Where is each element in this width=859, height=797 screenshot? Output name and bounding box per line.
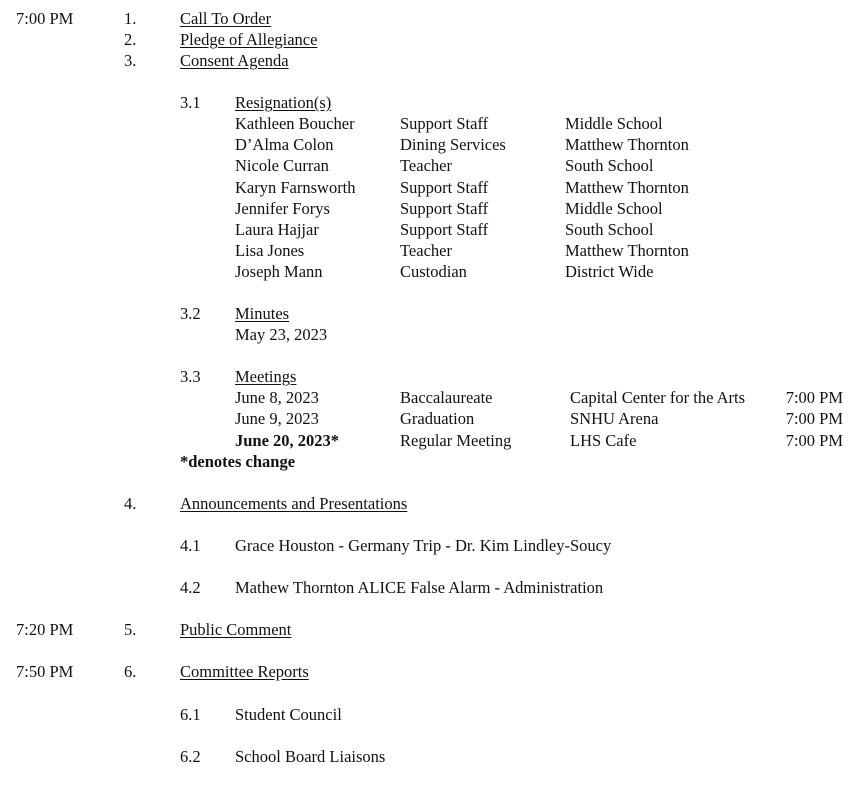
meeting-event: Graduation <box>400 409 475 428</box>
meeting-location: SNHU Arena <box>570 409 659 428</box>
resignation-name: Joseph Mann <box>235 262 323 281</box>
resignation-school: District Wide <box>565 262 654 281</box>
meeting-time: 7:00 PM <box>785 388 843 407</box>
meeting-date: June 8, 2023 <box>235 388 319 407</box>
meeting-time: 7:00 PM <box>785 409 843 428</box>
subitem-number-4-1: 4.1 <box>180 536 201 555</box>
subitem-text-4-1: Grace Houston - Germany Trip - Dr. Kim Lindley-Soucy <box>235 536 612 555</box>
item-title-announcements: Announcements and Presentations <box>180 494 408 513</box>
subitem-number-4-2: 4.2 <box>180 578 201 597</box>
resignation-role: Dining Services <box>400 135 506 154</box>
item-title-committee-reports: Committee Reports <box>180 662 309 681</box>
resignation-name: Kathleen Boucher <box>235 114 355 133</box>
change-note: *denotes change <box>180 452 296 471</box>
subitem-title-resignations: Resignation(s) <box>235 93 332 112</box>
resignation-name: Nicole Curran <box>235 156 329 175</box>
subitem-number-6-1: 6.1 <box>180 705 201 724</box>
meeting-date: June 9, 2023 <box>235 409 319 428</box>
item-number-3: 3. <box>124 51 137 70</box>
subitem-number-3-2: 3.2 <box>180 304 201 323</box>
resignation-name: Laura Hajjar <box>235 220 319 239</box>
subitem-text-6-2: School Board Liaisons <box>235 747 386 766</box>
subitem-title-meetings: Meetings <box>235 367 297 386</box>
resignation-role: Support Staff <box>400 199 489 218</box>
meeting-location: LHS Cafe <box>570 431 637 450</box>
minutes-date: May 23, 2023 <box>235 325 328 344</box>
resignation-name: Karyn Farnsworth <box>235 178 356 197</box>
item-number-4: 4. <box>124 494 137 513</box>
resignation-role: Teacher <box>400 241 452 260</box>
resignation-name: D’Alma Colon <box>235 135 334 154</box>
subitem-number-6-2: 6.2 <box>180 747 201 766</box>
resignation-school: Middle School <box>565 114 663 133</box>
resignation-name: Jennifer Forys <box>235 199 330 218</box>
time-committee-reports: 7:50 PM <box>16 662 74 681</box>
subitem-text-4-2: Mathew Thornton ALICE False Alarm - Administration <box>235 578 604 597</box>
resignation-school: Matthew Thornton <box>565 241 689 260</box>
resignation-role: Custodian <box>400 262 467 281</box>
meeting-event: Baccalaureate <box>400 388 493 407</box>
resignation-name: Lisa Jones <box>235 241 305 260</box>
meeting-location: Capital Center for the Arts <box>570 388 746 407</box>
item-title-consent-agenda: Consent Agenda <box>180 51 289 70</box>
subitem-title-minutes: Minutes <box>235 304 290 323</box>
item-title-call-to-order: Call To Order <box>180 9 272 28</box>
resignation-role: Support Staff <box>400 178 489 197</box>
subitem-number-3-1: 3.1 <box>180 93 201 112</box>
resignation-school: Matthew Thornton <box>565 135 689 154</box>
item-number-2: 2. <box>124 30 137 49</box>
item-number-1: 1. <box>124 9 137 28</box>
subitem-text-6-1: Student Council <box>235 705 342 724</box>
item-title-public-comment: Public Comment <box>180 620 292 639</box>
resignation-school: Matthew Thornton <box>565 178 689 197</box>
resignation-school: South School <box>565 156 654 175</box>
subitem-number-3-3: 3.3 <box>180 367 201 386</box>
item-number-6: 6. <box>124 662 137 681</box>
resignation-role: Teacher <box>400 156 452 175</box>
meeting-date-changed: June 20, 2023* <box>235 431 340 450</box>
time-call-to-order: 7:00 PM <box>16 9 74 28</box>
time-public-comment: 7:20 PM <box>16 620 74 639</box>
meeting-time: 7:00 PM <box>785 431 843 450</box>
meeting-event: Regular Meeting <box>400 431 512 450</box>
resignation-role: Support Staff <box>400 220 489 239</box>
resignation-school: South School <box>565 220 654 239</box>
item-title-pledge: Pledge of Allegiance <box>180 30 318 49</box>
resignation-school: Middle School <box>565 199 663 218</box>
resignation-role: Support Staff <box>400 114 489 133</box>
item-number-5: 5. <box>124 620 137 639</box>
